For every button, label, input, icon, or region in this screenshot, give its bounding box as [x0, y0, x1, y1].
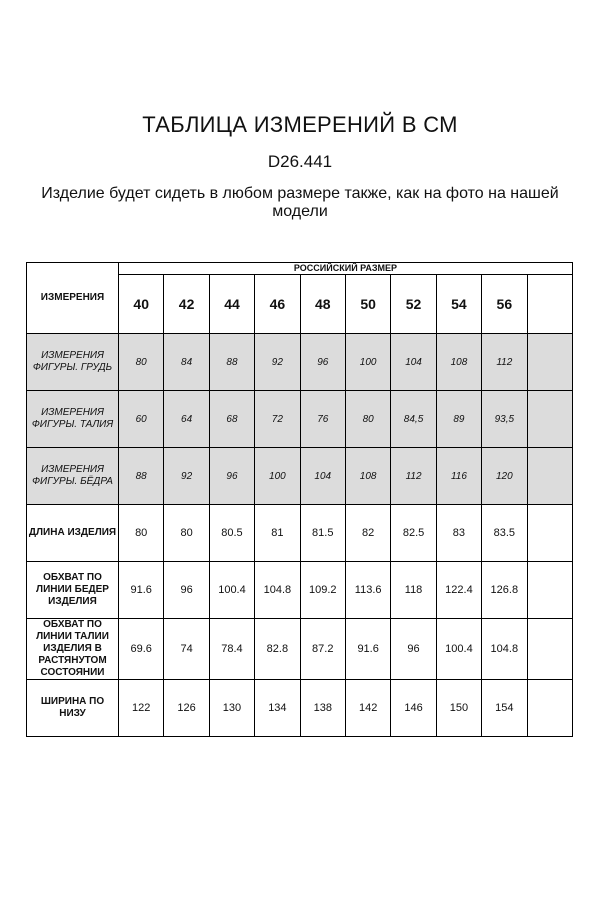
table-cell: 80 [119, 505, 164, 562]
russian-size-header: РОССИЙСКИЙ РАЗМЕР [119, 263, 573, 275]
table-cell [527, 562, 572, 619]
fit-description: Изделие будет сидеть в любом размере также, как на фото на нашей модели [41, 185, 559, 220]
table-cell: 78.4 [209, 619, 254, 680]
row-label: ОБХВАТ ПО ЛИНИИ БЕДЕР ИЗДЕЛИЯ [27, 562, 119, 619]
table-cell [527, 391, 572, 448]
table-cell: 80 [164, 505, 209, 562]
table-cell [527, 448, 572, 505]
table-cell: 80 [345, 391, 390, 448]
table-cell: 100.4 [209, 562, 254, 619]
table-cell: 130 [209, 680, 254, 737]
table-cell: 68 [209, 391, 254, 448]
product-code: D26.441 [267, 152, 333, 171]
table-cell: 83 [436, 505, 481, 562]
table-cell: 96 [300, 334, 345, 391]
table-cell: 126.8 [482, 562, 527, 619]
table-cell: 80.5 [209, 505, 254, 562]
table-cell: 82 [345, 505, 390, 562]
table-cell: 100 [255, 448, 300, 505]
table-cell: 116 [436, 448, 481, 505]
table-cell: 112 [391, 448, 436, 505]
size-header-cell [527, 275, 572, 334]
table-cell: 142 [345, 680, 390, 737]
table-row [27, 505, 573, 562]
table-cell: 113.6 [345, 562, 390, 619]
table-cell: 104 [300, 448, 345, 505]
table-cell [527, 680, 572, 737]
table-cell [527, 505, 572, 562]
row-label: ИЗМЕРЕНИЯ ФИГУРЫ. ГРУДЬ [27, 334, 119, 391]
table-cell: 82.5 [391, 505, 436, 562]
row-label: ИЗМЕРЕНИЯ ФИГУРЫ. ТАЛИЯ [27, 391, 119, 448]
table-cell: 92 [255, 334, 300, 391]
table-cell: 60 [119, 391, 164, 448]
row-label: ИЗМЕРЕНИЯ ФИГУРЫ. БЁДРА [27, 448, 119, 505]
table-cell: 109.2 [300, 562, 345, 619]
size-header-cell: 52 [391, 275, 436, 334]
table-cell [527, 334, 572, 391]
table-cell: 84,5 [391, 391, 436, 448]
row-label: ОБХВАТ ПО ЛИНИИ ТАЛИИ ИЗДЕЛИЯ В РАСТЯНУТОМ СОСТОЯНИИ [27, 619, 119, 680]
table-cell: 150 [436, 680, 481, 737]
table-cell: 72 [255, 391, 300, 448]
row-label: ШИРИНА ПО НИЗУ [27, 680, 119, 737]
table-cell: 104.8 [255, 562, 300, 619]
table-row [27, 334, 573, 391]
table-row [27, 391, 573, 448]
table-row [27, 680, 573, 737]
size-header-cell: 50 [345, 275, 390, 334]
table-cell: 104 [391, 334, 436, 391]
table-cell: 134 [255, 680, 300, 737]
table-cell: 76 [300, 391, 345, 448]
table-cell: 104.8 [482, 619, 527, 680]
measurements-header: ИЗМЕРЕНИЯ [27, 263, 119, 334]
table-cell: 84 [164, 334, 209, 391]
size-header-cell: 48 [300, 275, 345, 334]
table-cell: 89 [436, 391, 481, 448]
table-cell: 96 [391, 619, 436, 680]
table-cell: 88 [119, 448, 164, 505]
table-cell: 87.2 [300, 619, 345, 680]
table-cell: 120 [482, 448, 527, 505]
table-cell: 108 [345, 448, 390, 505]
table-cell: 96 [209, 448, 254, 505]
table-row [27, 562, 573, 619]
table-cell: 81 [255, 505, 300, 562]
table-cell: 64 [164, 391, 209, 448]
table-cell: 108 [436, 334, 481, 391]
table-cell: 112 [482, 334, 527, 391]
size-table [26, 262, 573, 737]
table-cell: 146 [391, 680, 436, 737]
table-cell: 122.4 [436, 562, 481, 619]
table-cell: 83.5 [482, 505, 527, 562]
table-cell: 81.5 [300, 505, 345, 562]
table-cell: 100.4 [436, 619, 481, 680]
table-cell: 96 [164, 562, 209, 619]
table-cell: 92 [164, 448, 209, 505]
size-header-cell: 56 [482, 275, 527, 334]
table-cell: 80 [119, 334, 164, 391]
table-cell: 69.6 [119, 619, 164, 680]
table-cell: 91.6 [345, 619, 390, 680]
size-header-cell: 40 [119, 275, 164, 334]
size-header-cell: 54 [436, 275, 481, 334]
size-header-cell: 44 [209, 275, 254, 334]
table-cell: 126 [164, 680, 209, 737]
table-cell: 122 [119, 680, 164, 737]
table-row [27, 448, 573, 505]
table-cell: 118 [391, 562, 436, 619]
table-cell: 93,5 [482, 391, 527, 448]
table-cell: 91.6 [119, 562, 164, 619]
size-header-cell: 42 [164, 275, 209, 334]
table-cell: 88 [209, 334, 254, 391]
table-cell: 74 [164, 619, 209, 680]
table-cell: 138 [300, 680, 345, 737]
table-cell: 82.8 [255, 619, 300, 680]
table-row [27, 619, 573, 680]
row-label: ДЛИНА ИЗДЕЛИЯ [27, 505, 119, 562]
size-header-cell: 46 [255, 275, 300, 334]
page-title: ТАБЛИЦА ИЗМЕРЕНИЙ В СМ [142, 112, 458, 137]
table-cell: 100 [345, 334, 390, 391]
table-cell: 154 [482, 680, 527, 737]
table-cell [527, 619, 572, 680]
